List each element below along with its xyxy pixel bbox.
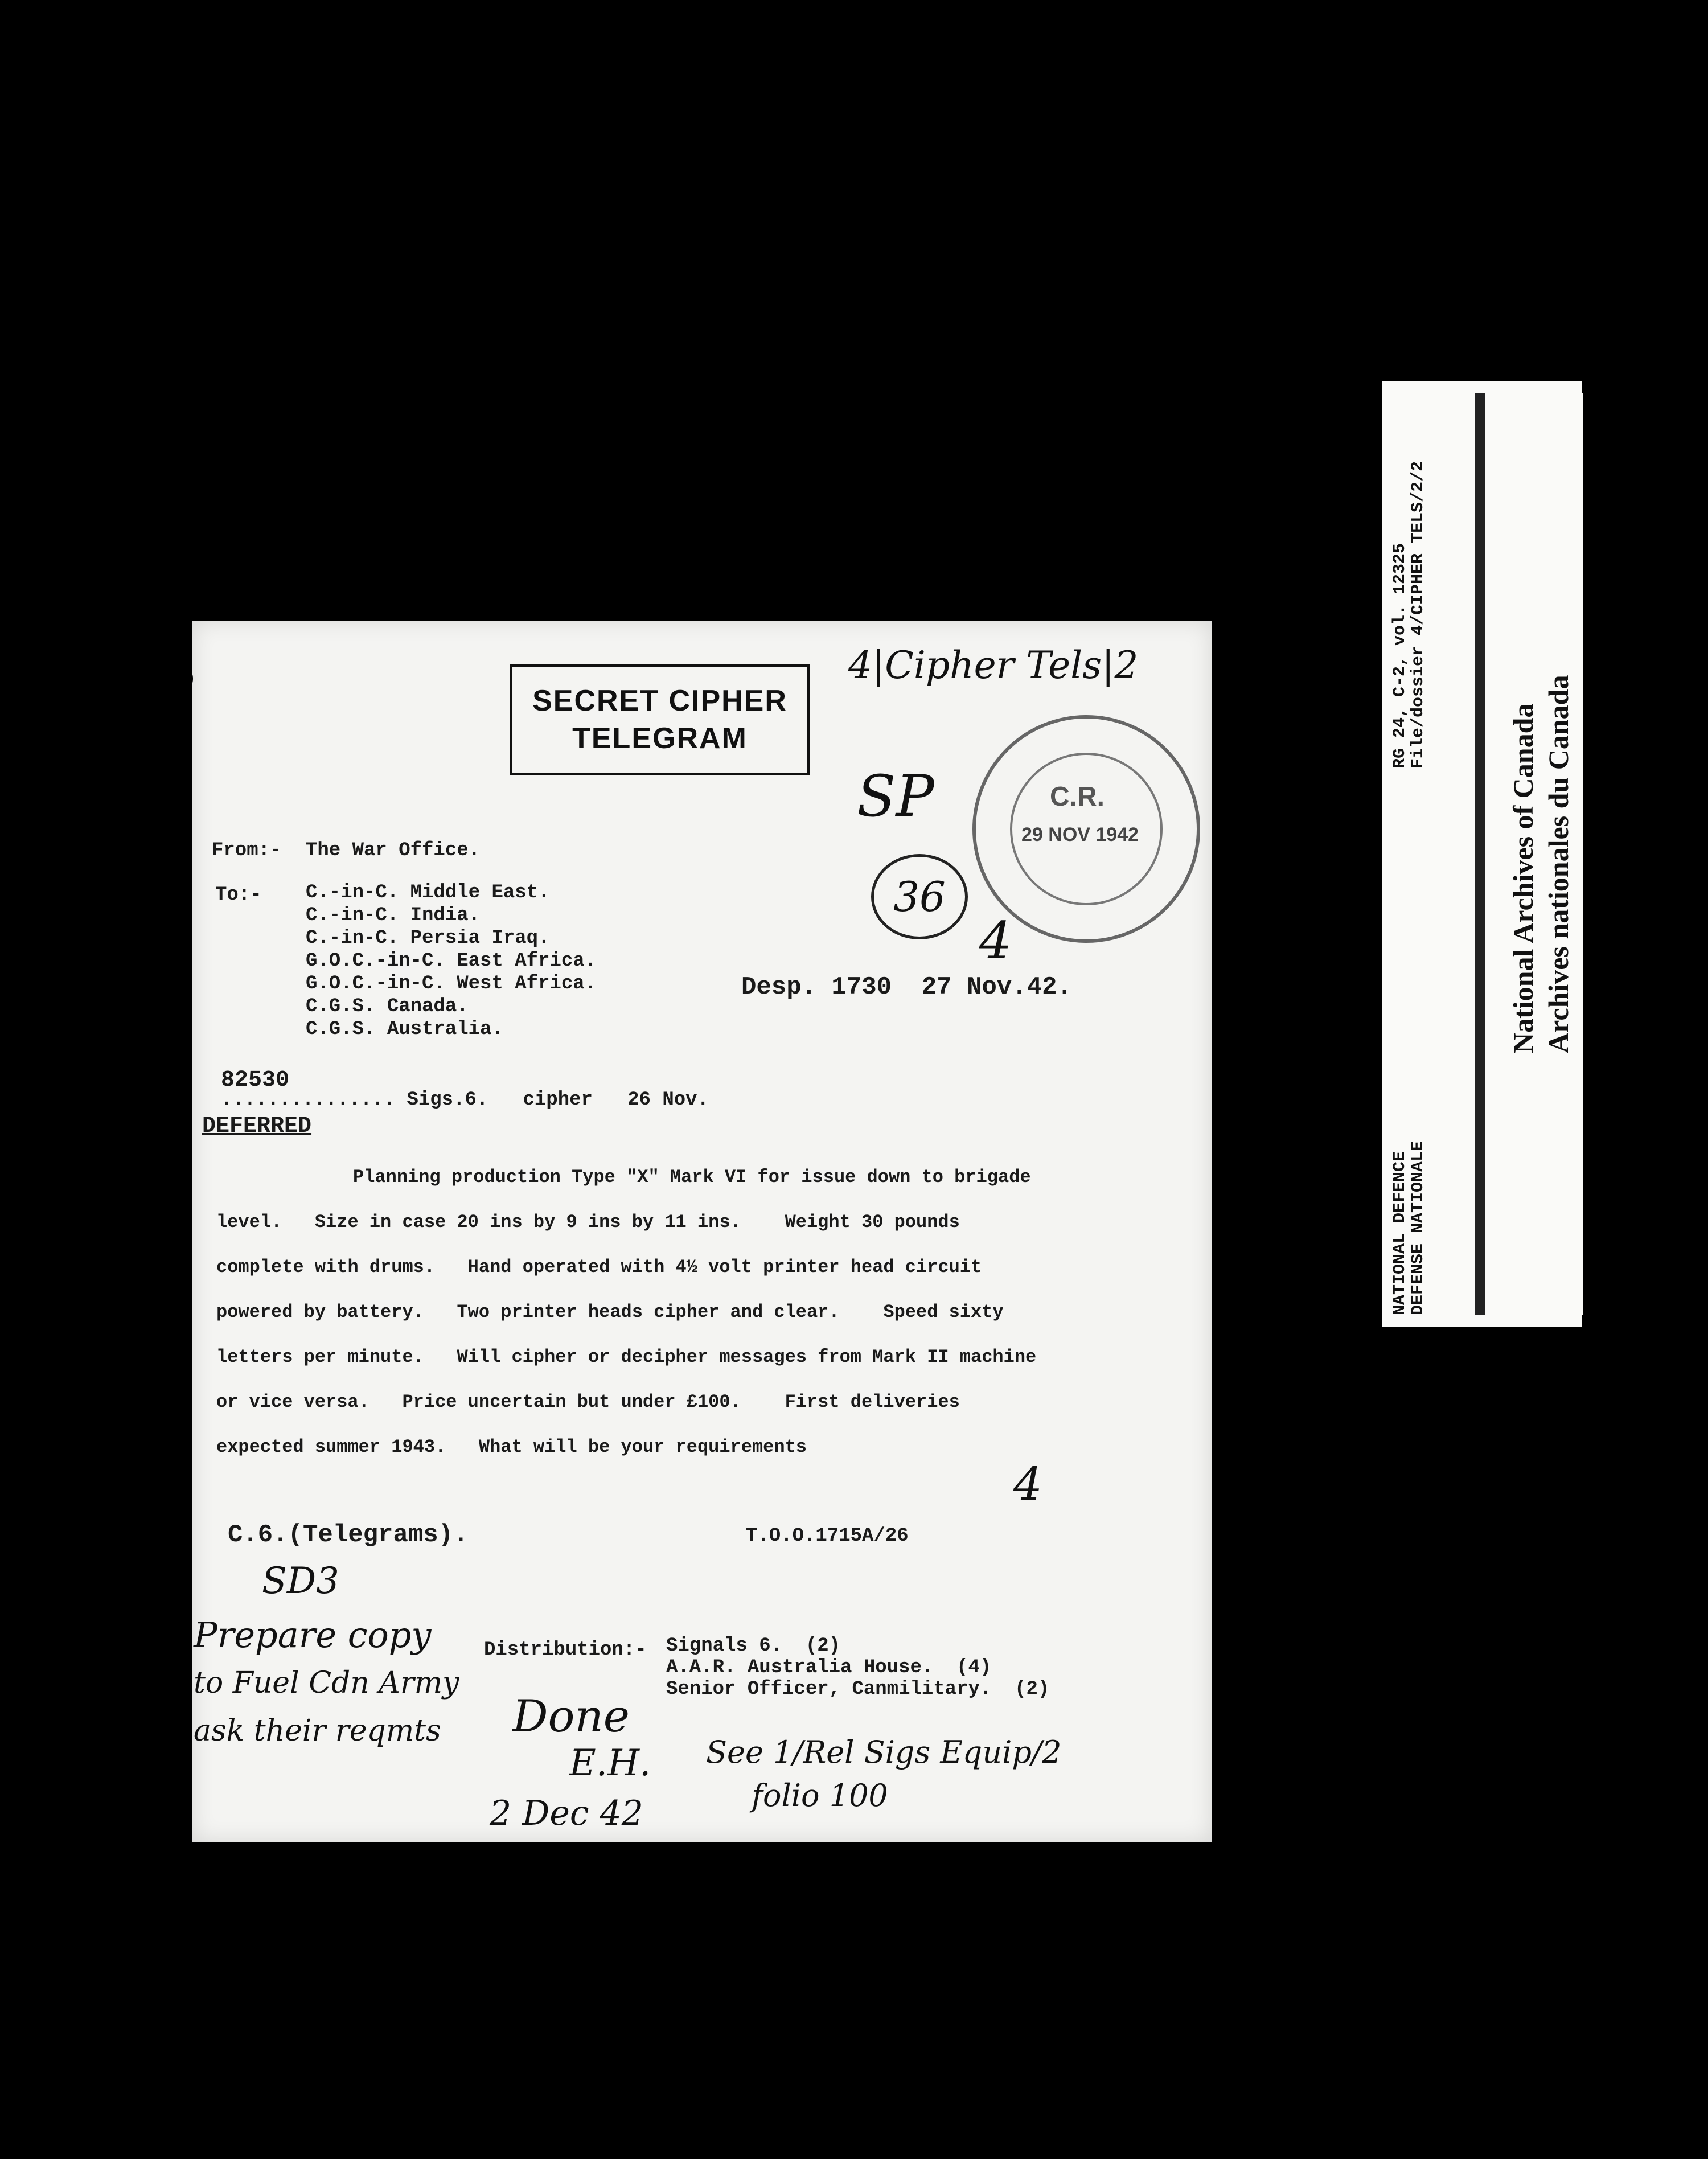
body-line: expected summer 1943. What will be your requirements bbox=[216, 1436, 807, 1458]
archive-name-en: National Archives of Canada bbox=[1507, 703, 1539, 1053]
priority-marking: DEFERRED bbox=[202, 1114, 312, 1139]
department-en: NATIONAL DEFENCE bbox=[1390, 1151, 1410, 1315]
archive-file: File/dossier 4/CIPHER TELS/2/2 bbox=[1409, 461, 1428, 769]
telegram-body bbox=[216, 1155, 1036, 1470]
distribution-label: Distribution:- bbox=[484, 1639, 647, 1661]
handwritten-done: Done bbox=[512, 1691, 630, 1742]
body-line: powered by battery. Two printer heads cipher and clear. Speed sixty bbox=[216, 1302, 1004, 1323]
punch-hole bbox=[161, 663, 193, 695]
telegram-heading bbox=[510, 664, 810, 775]
handwritten-sd3: SD3 bbox=[262, 1560, 339, 1602]
handwritten-corner-number: 4 bbox=[979, 911, 1012, 971]
see-note-line: See 1/Rel Sigs Equip/2 bbox=[706, 1734, 1062, 1770]
archive-reference: RG 24, C-2, vol. 12325 bbox=[1390, 543, 1410, 769]
recipient-line: C.-in-C. Persia Iraq. bbox=[306, 927, 550, 949]
recipient-list bbox=[306, 881, 596, 1041]
handwritten-sp: SP bbox=[857, 763, 934, 830]
archive-tab bbox=[1475, 393, 1583, 1315]
note-line: ask their reqmts bbox=[194, 1714, 441, 1748]
stamp-initials: C.R. bbox=[1050, 782, 1105, 812]
recipient-line: G.O.C.-in-C. West Africa. bbox=[306, 973, 597, 995]
distribution-line: Senior Officer, Canmilitary. (2) bbox=[666, 1678, 1050, 1700]
from-value: The War Office. bbox=[306, 840, 481, 861]
from-label: From:- bbox=[212, 840, 282, 861]
body-line: or vice versa. Price uncertain but under £100. First deliveries bbox=[216, 1392, 960, 1413]
handwritten-note-left bbox=[194, 1611, 459, 1755]
heading-line-2: TELEGRAM bbox=[572, 722, 748, 755]
body-line: letters per minute. Will cipher or decipher messages from Mark II machine bbox=[216, 1347, 1037, 1368]
archive-name-fr: Archives nationales du Canada bbox=[1542, 675, 1574, 1053]
heading-line-1: SECRET CIPHER bbox=[532, 684, 787, 717]
recipient-line: G.O.C.-in-C. East Africa. bbox=[306, 950, 597, 972]
file-reference-handwritten: 4|Cipher Tels|2 bbox=[848, 643, 1139, 687]
distribution-list bbox=[666, 1635, 1049, 1700]
originator: C.6.(Telegrams). bbox=[228, 1521, 469, 1549]
recipient-line: C.-in-C. Middle East. bbox=[306, 882, 550, 904]
body-line: level. Size in case 20 ins by 9 ins by 11 ins. Weight 30 pounds bbox=[216, 1212, 960, 1233]
time-of-origin: T.O.O.1715A/26 bbox=[746, 1525, 909, 1547]
handwritten-date: 2 Dec 42 bbox=[490, 1793, 643, 1833]
despatch-line: Desp. 1730 27 Nov.42. bbox=[741, 973, 1072, 1001]
reference-line: ............... Sigs.6. cipher 26 Nov. bbox=[221, 1089, 709, 1111]
handwritten-tick-4: 4 bbox=[1013, 1458, 1042, 1511]
recipient-line: C.G.S. Australia. bbox=[306, 1019, 503, 1040]
body-line: complete with drums. Hand operated with 4½ volt printer head circuit bbox=[216, 1257, 982, 1278]
circled-number: 36 bbox=[871, 854, 968, 939]
message-number: 82530 bbox=[221, 1068, 290, 1093]
see-note-line: folio 100 bbox=[752, 1778, 888, 1813]
received-stamp bbox=[972, 715, 1200, 943]
to-label: To:- bbox=[215, 884, 262, 906]
department-fr: DEFENSE NATIONALE bbox=[1409, 1140, 1428, 1315]
distribution-line: A.A.R. Australia House. (4) bbox=[666, 1657, 992, 1678]
note-line: to Fuel Cdn Army bbox=[194, 1666, 459, 1700]
distribution-line: Signals 6. (2) bbox=[666, 1635, 841, 1657]
handwritten-initials: E.H. bbox=[569, 1742, 651, 1784]
stamp-date: 29 NOV 1942 bbox=[1021, 824, 1139, 845]
note-line: Prepare copy bbox=[194, 1614, 432, 1656]
recipient-line: C.-in-C. India. bbox=[306, 905, 481, 926]
handwritten-see-note bbox=[706, 1731, 1062, 1817]
body-line: Planning production Type "X" Mark VI for issue down to brigade bbox=[353, 1167, 1031, 1188]
recipient-line: C.G.S. Canada. bbox=[306, 996, 469, 1017]
